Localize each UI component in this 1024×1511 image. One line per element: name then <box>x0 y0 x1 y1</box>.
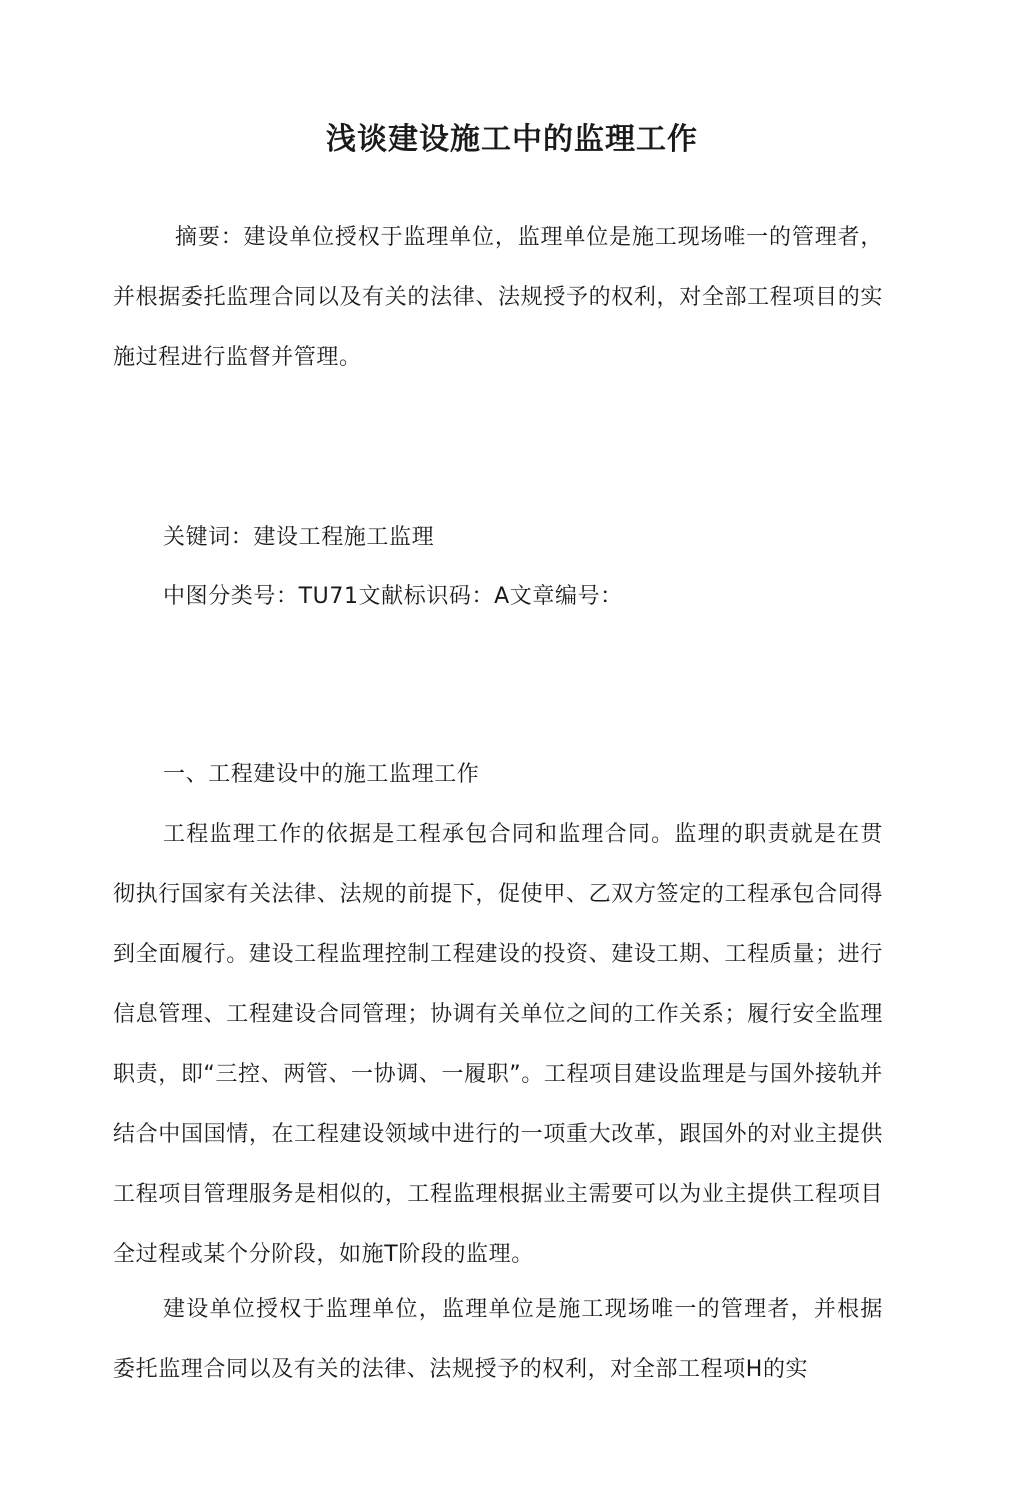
classification-line: 中图分类号：TU71文献标识码：A文章编号： <box>163 584 623 609</box>
abstract-paragraph: 摘要：建设单位授权于监理单位，监理单位是施工现场唯一的管理者，并根据委托监理合同以及有关的法律、法规授予的权利，对全部工程项目的实施过程进行监督并管理。 <box>113 225 883 370</box>
body-paragraph: 工程监理工作的依据是工程承包合同和监理合同。监理的职责就是在贯彻执行国家有关法律、法规的前提下，促使甲、乙双方签定的工程承包合同得到全面履行。建设工程监理控制工程建设的投资、建设工期、工程质量；进行信息管理、工程建设合同管理；协调有关单位之间的工作关系；履行安全监理职责，即“三控、两管、一协调、一履职”。工程项目建设监理是与国外接轨并结合中国国情，在工程建设领域中进行的一项重大改革，跟国外的对业主提供工程项目管理服务是相似的，工程监理根据业主需要可以为业主提供工程项目全过程或某个分阶段，如施T阶段的监理。 <box>113 822 883 1267</box>
keywords-line: 关键词：建设工程施工监理 <box>163 525 435 550</box>
document-title: 浅谈建设施工中的监理工作 <box>326 122 698 158</box>
section-heading: 一、工程建设中的施工监理工作 <box>163 762 480 787</box>
body-paragraph: 建设单位授权于监理单位，监理单位是施工现场唯一的管理者，并根据委托监理合同以及有关的法律、法规授予的权利，对全部工程项H的实 <box>113 1297 883 1382</box>
